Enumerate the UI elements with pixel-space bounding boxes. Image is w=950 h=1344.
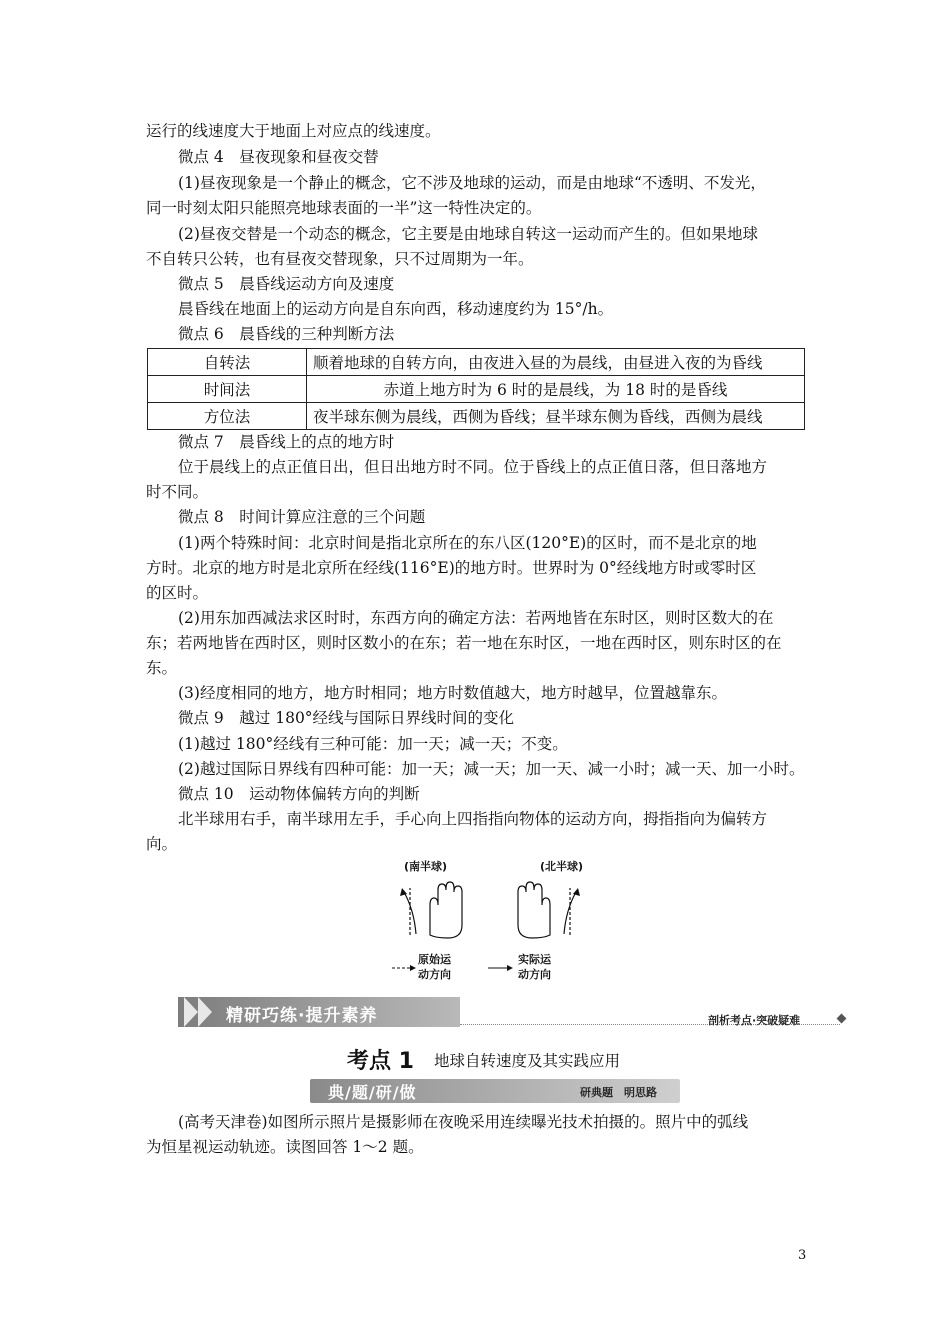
section-title-7: 微点 7 晨昏线上的点的地方时 xyxy=(178,433,395,451)
body-text: 晨昏线在地面上的运动方向是自东向西，移动速度约为 15°/h。 xyxy=(178,300,614,318)
body-text: (1)越过 180°经线有三种可能：加一天；减一天；不变。 xyxy=(178,735,568,753)
desc-cell: 赤道上地方时为 6 时的是晨线，为 18 时的是昏线 xyxy=(307,376,805,403)
dianti-title: 典/题/研/做 xyxy=(328,1083,417,1102)
legend-original-1: 原始运 xyxy=(418,953,451,966)
chevron-icon xyxy=(198,997,212,1027)
body-text: 的区时。 xyxy=(146,584,209,602)
section-title-6: 微点 6 晨昏线的三种判断方法 xyxy=(178,325,395,343)
body-text: 不自转只公转，也有昼夜交替现象，只不过周期为一年。 xyxy=(146,250,534,268)
body-text: 向。 xyxy=(146,835,178,853)
section-banner xyxy=(178,997,460,1027)
body-text: 方时。北京的地方时是北京所在经线(116°E)的地方时。世界时为 0°经线地方时或零时区 xyxy=(146,559,757,577)
page-number: 3 xyxy=(798,1248,807,1263)
banner-right-tag: 剖析考点·突破疑难 xyxy=(708,1014,801,1027)
question-text: 为恒星视运动轨迹。读图回答 1～2 题。 xyxy=(146,1138,424,1156)
table-row xyxy=(148,376,805,403)
method-cell: 方位法 xyxy=(148,403,307,430)
banner-title: 精研巧练·提升素养 xyxy=(226,1006,378,1026)
kaodian-title: 考点 1 xyxy=(347,1049,414,1074)
legend-actual-2: 动方向 xyxy=(518,968,551,981)
hand-rule-figure xyxy=(380,850,600,990)
right-hand-icon xyxy=(518,882,580,938)
body-text: 时不同。 xyxy=(146,483,209,501)
diamond-icon xyxy=(837,1014,847,1024)
methods-table xyxy=(147,348,805,430)
kaodian-subtitle: 地球自转速度及其实践应用 xyxy=(434,1052,621,1070)
body-text: (1)昼夜现象是一个静止的概念，它不涉及地球的运动，而是由地球“不透明、不发光， xyxy=(178,174,766,192)
south-label: (南半球) xyxy=(404,860,448,873)
question-text: (高考天津卷)如图所示照片是摄影师在夜晚采用连续曝光技术拍摄的。照片中的弧线 xyxy=(178,1113,749,1131)
method-cell: 时间法 xyxy=(148,376,307,403)
legend-original-2: 动方向 xyxy=(418,968,451,981)
method-cell: 自转法 xyxy=(148,349,307,376)
section-title-10: 微点 10 运动物体偏转方向的判断 xyxy=(178,785,420,803)
table-row xyxy=(148,403,805,430)
left-hand-icon xyxy=(400,882,462,938)
table-row xyxy=(148,349,805,376)
body-text: (1)两个特殊时间：北京时间是指北京所在的东八区(120°E)的区时，而不是北京的地 xyxy=(178,534,757,552)
body-text: (2)用东加西减法求区时时，东西方向的确定方法：若两地皆在东时区，则时区数大的在 xyxy=(178,609,774,627)
section-title-9: 微点 9 越过 180°经线与国际日界线时间的变化 xyxy=(178,709,515,727)
dianti-bar xyxy=(310,1079,680,1103)
legend-dashed-arrow-icon xyxy=(392,965,416,971)
body-text: 同一时刻太阳只能照亮地球表面的一半”这一特性决定的。 xyxy=(146,199,542,217)
body-text: 东。 xyxy=(146,659,178,677)
section-title-5: 微点 5 晨昏线运动方向及速度 xyxy=(178,275,395,293)
north-label: (北半球) xyxy=(540,860,584,873)
legend-actual-1: 实际运 xyxy=(518,953,551,966)
body-text: 北半球用右手，南半球用左手，手心向上四指指向物体的运动方向，拇指指向为偏转方 xyxy=(178,810,768,828)
section-title-4: 微点 4 昼夜现象和昼夜交替 xyxy=(178,148,379,166)
desc-cell: 顺着地球的自转方向，由夜进入昼的为晨线，由昼进入夜的为昏线 xyxy=(307,349,805,376)
chevron-icon xyxy=(184,997,198,1027)
legend-solid-arrow-icon xyxy=(488,965,513,971)
body-text: (3)经度相同的地方，地方时相同；地方时数值越大，地方时越早，位置越靠东。 xyxy=(178,684,727,702)
body-text: 运行的线速度大于地面上对应点的线速度。 xyxy=(146,122,441,140)
body-text: (2)昼夜交替是一个动态的概念，它主要是由地球自转这一运动而产生的。但如果地球 xyxy=(178,225,758,243)
body-text: (2)越过国际日界线有四种可能：加一天；减一天；加一天、减一小时；减一天、加一小时。 xyxy=(178,760,805,778)
body-text: 东；若两地皆在西时区，则时区数小的在东；若一地在东时区，一地在西时区，则东时区的在 xyxy=(146,634,782,652)
dianti-right: 研典题 明思路 xyxy=(580,1086,657,1099)
body-text: 位于晨线上的点正值日出，但日出地方时不同。位于昏线上的点正值日落，但日落地方 xyxy=(178,458,768,476)
desc-cell: 夜半球东侧为晨线，西侧为昏线；昼半球东侧为昏线，西侧为晨线 xyxy=(307,403,805,430)
section-title-8: 微点 8 时间计算应注意的三个问题 xyxy=(178,508,426,526)
